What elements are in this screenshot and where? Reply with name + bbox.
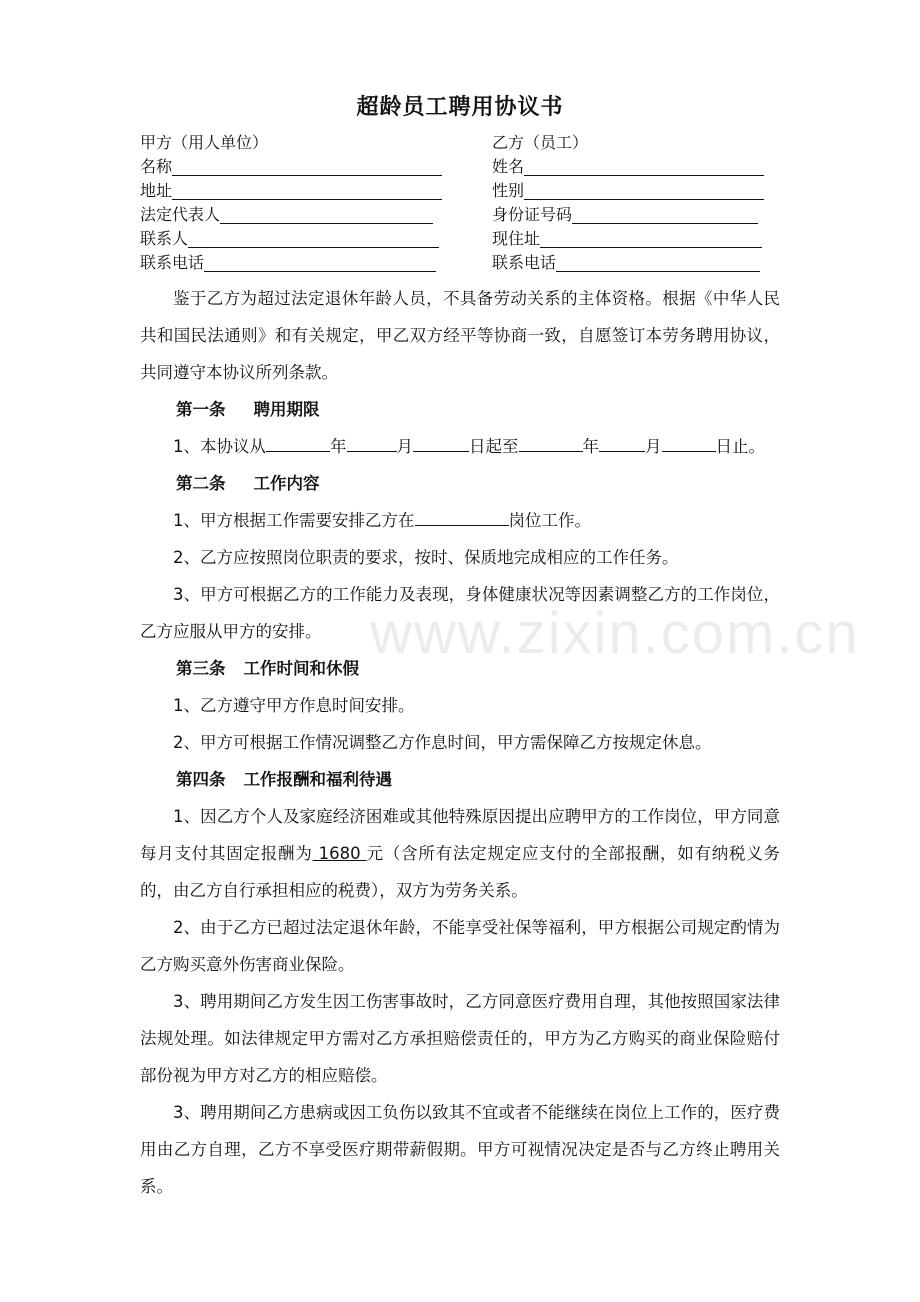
party-b-address-blank[interactable] (540, 227, 762, 248)
end-year-blank[interactable] (519, 431, 583, 452)
party-a-phone-blank[interactable] (204, 251, 436, 272)
position-blank[interactable] (415, 505, 509, 526)
party-a-phone-row: 联系电话 (140, 251, 436, 275)
article-2-item-3: 3、甲方可根据乙方的工作能力及表现，身体健康状况等因素调整乙方的工作岗位，乙方应服从甲方的安排。 (140, 585, 780, 641)
party-b-gender-row: 性别 (492, 179, 764, 203)
article-4-item-4: 3、聘用期间乙方患病或因工负伤以致其不宜或者不能继续在岗位上工作的，医疗费用由乙方自理，乙方不享受医疗期带薪假期。甲方可视情况决定是否与乙方终止聘用关系。 (140, 1103, 780, 1196)
article-4-item-1: 1、因乙方个人及家庭经济困难或其他特殊原因提出应聘甲方的工作岗位，甲方同意每月支付其固定报酬为 1680 元（含所有法定规定应支付的全部报酬，如有纳税义务的，由乙方自行承担相应的税费），双方为劳务关系。 (140, 807, 781, 900)
article-3-item-1: 1、乙方遵守甲方作息时间安排。 (173, 696, 415, 715)
article-3-heading: 第三条 工作时间和休假 (176, 659, 359, 678)
party-b-header: 乙方（员工） (492, 133, 589, 152)
party-a-address-blank[interactable] (172, 179, 442, 200)
document-body (140, 280, 780, 1205)
end-month-blank[interactable] (599, 431, 645, 452)
party-a-address-row: 地址 (140, 179, 442, 203)
party-a-name-blank[interactable] (172, 155, 442, 176)
article-1-item-1: 1、本协议从 年 月 日起至 年 月 日止。 (140, 428, 780, 465)
party-a-legal-rep-blank[interactable] (220, 203, 433, 224)
party-a-contact-blank[interactable] (188, 227, 439, 248)
start-day-blank[interactable] (413, 431, 469, 452)
preamble-paragraph: 鉴于乙方为超过法定退休年龄人员，不具备劳动关系的主体资格。根据《中华人民共和国民法通则》和有关规定，甲乙双方经平等协商一致，自愿签订本劳务聘用协议，共同遵守本协议所列条款。 (140, 289, 780, 382)
party-b-name-blank[interactable] (524, 155, 764, 176)
start-year-blank[interactable] (266, 431, 330, 452)
watermark: www.zixin.com.cn (370, 601, 860, 666)
article-3-item-2: 2、甲方可根据工作情况调整乙方作息时间，甲方需保障乙方按规定休息。 (173, 733, 712, 752)
article-4-heading: 第四条 工作报酬和福利待遇 (176, 770, 392, 789)
article-2-heading: 第二条 工作内容 (176, 474, 320, 493)
party-b-name-row: 姓名 (492, 155, 764, 179)
salary-amount: 1680 (312, 844, 367, 863)
article-2-item-2: 2、乙方应按照岗位职责的要求，按时、保质地完成相应的工作任务。 (173, 548, 679, 567)
party-b-phone-blank[interactable] (556, 251, 760, 272)
end-day-blank[interactable] (662, 431, 716, 452)
party-b-id-blank[interactable] (572, 203, 758, 224)
start-month-blank[interactable] (347, 431, 397, 452)
article-1-heading: 第一条 聘用期限 (176, 400, 320, 419)
party-b-gender-blank[interactable] (524, 179, 764, 200)
party-a-legal-rep-row: 法定代表人 (140, 203, 433, 227)
party-a-name-row: 名称 (140, 155, 442, 179)
party-a-contact-row: 联系人 (140, 227, 439, 251)
party-b-address-row: 现住址 (492, 227, 762, 251)
party-b-phone-row: 联系电话 (492, 251, 760, 275)
article-4-item-2: 2、由于乙方已超过法定退休年龄，不能享受社保等福利，甲方根据公司规定酌情为乙方购买意外伤害商业保险。 (140, 918, 780, 974)
article-4-item-3: 3、聘用期间乙方发生因工伤害事故时，乙方同意医疗费用自理，其他按照国家法律法规处理。如法律规定甲方需对乙方承担赔偿责任的，甲方为乙方购买的商业保险赔付部份视为甲方对乙方的相应赔偿。 (140, 992, 780, 1085)
article-2-item-1: 1、甲方根据工作需要安排乙方在 岗位工作。 (140, 502, 780, 539)
party-b-id-row: 身份证号码 (492, 203, 758, 227)
party-a-header: 甲方（用人单位） (140, 133, 269, 152)
document-title: 超龄员工聘用协议书 (356, 95, 564, 120)
